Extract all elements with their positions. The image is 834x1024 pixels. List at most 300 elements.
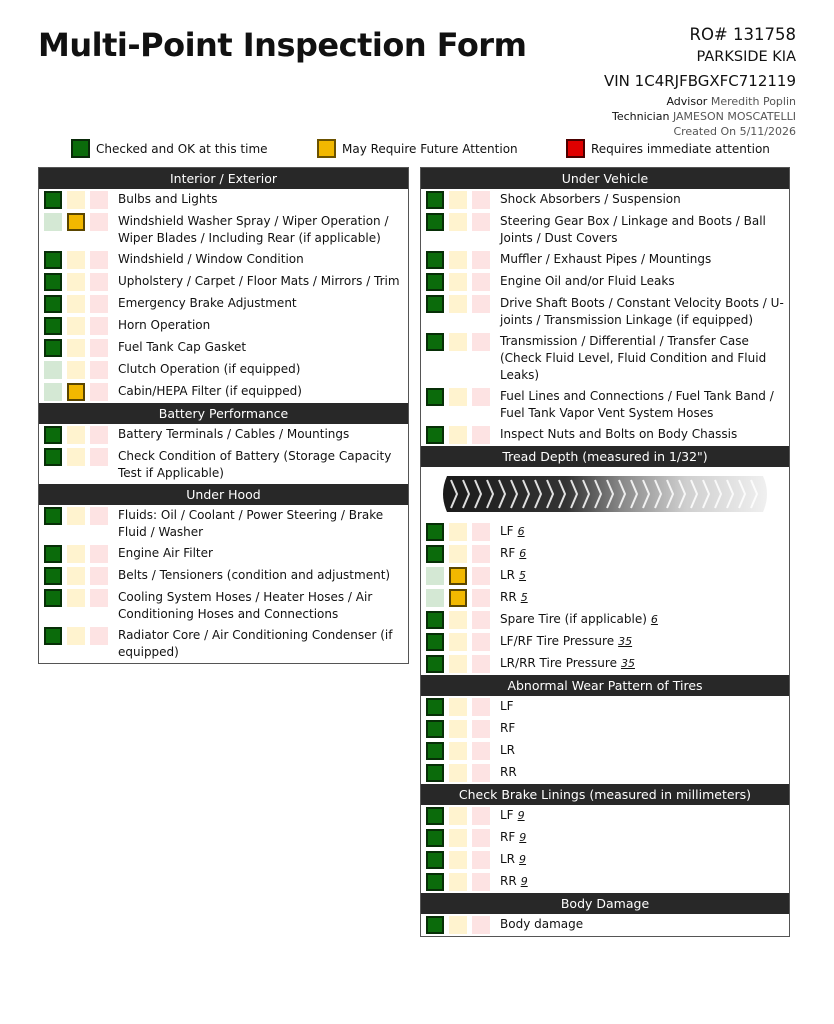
- status-checkboxes: [426, 567, 495, 585]
- measurement-value: 9: [520, 875, 528, 888]
- status-checkboxes: [426, 251, 495, 269]
- warn-checkbox[interactable]: [449, 191, 467, 209]
- status-checkboxes: [44, 567, 113, 585]
- warn-checkbox[interactable]: [449, 426, 467, 444]
- ok-checkbox[interactable]: [44, 213, 62, 231]
- status-checkboxes: [426, 611, 495, 629]
- ok-checkbox[interactable]: [426, 611, 444, 629]
- item-text: RF: [500, 721, 516, 735]
- bad-checkbox[interactable]: [472, 388, 490, 406]
- item-text: Cabin/HEPA Filter (if equipped): [118, 384, 302, 398]
- legend-warn: [317, 139, 518, 158]
- item-label: [500, 251, 711, 268]
- ok-checkbox[interactable]: [426, 916, 444, 934]
- status-checkboxes: [426, 589, 495, 607]
- item-label: [118, 361, 300, 378]
- status-checkboxes: [426, 388, 495, 406]
- warn-checkbox[interactable]: [449, 213, 467, 231]
- bad-checkbox[interactable]: [472, 698, 490, 716]
- inspection-row: [39, 337, 408, 359]
- ok-checkbox[interactable]: [44, 251, 62, 269]
- inspection-row: [421, 521, 789, 543]
- warn-checkbox[interactable]: [449, 589, 467, 607]
- created-date: Created On 5/11/2026: [673, 125, 796, 138]
- item-label: [500, 295, 789, 329]
- bad-checkbox[interactable]: [472, 611, 490, 629]
- bad-checkbox[interactable]: [472, 426, 490, 444]
- item-text: RR: [500, 590, 517, 604]
- inspection-row: [421, 249, 789, 271]
- bad-checkbox[interactable]: [90, 627, 108, 645]
- legend-ok-label: Checked and OK at this time: [96, 141, 268, 156]
- item-text: RF: [500, 830, 516, 844]
- status-checkboxes: [426, 764, 495, 782]
- inspection-row: [421, 565, 789, 587]
- warn-checkbox[interactable]: [449, 273, 467, 291]
- item-text: Windshield / Window Condition: [118, 252, 304, 266]
- inspection-row: [421, 587, 789, 609]
- item-label: [500, 191, 681, 208]
- warn-checkbox[interactable]: [449, 764, 467, 782]
- bad-checkbox[interactable]: [472, 633, 490, 651]
- ok-checkbox[interactable]: [426, 251, 444, 269]
- status-checkboxes: [44, 361, 113, 379]
- item-label: [118, 448, 408, 482]
- status-checkboxes: [44, 339, 113, 357]
- warn-checkbox[interactable]: [449, 720, 467, 738]
- item-label: [500, 851, 526, 868]
- item-text: LF: [500, 524, 514, 538]
- bad-checkbox[interactable]: [90, 273, 108, 291]
- item-text: Drive Shaft Boots / Constant Velocity Boots / U-joints / Transmission Linkage (if equipped): [500, 296, 784, 327]
- inspection-row: [421, 543, 789, 565]
- status-checkboxes: [426, 720, 495, 738]
- inspection-row: [39, 424, 408, 446]
- warn-checkbox[interactable]: [67, 383, 85, 401]
- technician-line: [604, 109, 796, 124]
- warn-checkbox[interactable]: [449, 567, 467, 585]
- left-inspection-panel: [38, 167, 409, 664]
- measurement-value: 6: [517, 525, 525, 538]
- item-text: Inspect Nuts and Bolts on Body Chassis: [500, 427, 738, 441]
- inspection-row: [421, 189, 789, 211]
- inspection-row: [421, 740, 789, 762]
- item-label: [500, 611, 658, 628]
- warn-checkbox[interactable]: [449, 742, 467, 760]
- item-label: [118, 545, 213, 562]
- warn-checkbox[interactable]: [67, 426, 85, 444]
- inspection-row: [421, 849, 789, 871]
- technician-label: Technician: [611, 110, 670, 123]
- item-text: LR: [500, 852, 516, 866]
- item-text: Belts / Tensioners (condition and adjustment): [118, 568, 391, 582]
- item-text: Fluids: Oil / Coolant / Power Steering / Brake Fluid / Washer: [118, 508, 384, 539]
- item-text: Fuel Tank Cap Gasket: [118, 340, 247, 354]
- bad-checkbox[interactable]: [90, 213, 108, 231]
- item-text: Body damage: [500, 917, 584, 931]
- warn-checkbox[interactable]: [449, 633, 467, 651]
- bad-checkbox[interactable]: [472, 213, 490, 231]
- warn-checkbox[interactable]: [449, 851, 467, 869]
- inspection-row: [421, 653, 789, 675]
- inspection-row: [421, 293, 789, 331]
- ok-checkbox[interactable]: [426, 213, 444, 231]
- vin-number: VIN 1C4RJFBGXFC712119: [604, 72, 796, 90]
- item-text: LR: [500, 743, 516, 757]
- ok-checkbox[interactable]: [426, 589, 444, 607]
- bad-checkbox[interactable]: [472, 567, 490, 585]
- warn-checkbox[interactable]: [449, 523, 467, 541]
- legend-ok: [71, 139, 268, 158]
- item-label: [500, 333, 789, 384]
- section-header: Under Vehicle: [421, 168, 789, 189]
- ok-checkbox[interactable]: [44, 273, 62, 291]
- ok-checkbox[interactable]: [44, 426, 62, 444]
- inspection-row: [39, 565, 408, 587]
- inspection-row: [421, 211, 789, 249]
- legend-bad: [566, 139, 770, 158]
- bad-checkbox[interactable]: [90, 191, 108, 209]
- status-checkboxes: [44, 426, 113, 444]
- warn-checkbox[interactable]: [449, 655, 467, 673]
- item-label: [118, 317, 210, 334]
- warn-checkbox[interactable]: [67, 448, 85, 466]
- ok-checkbox[interactable]: [426, 545, 444, 563]
- ok-checkbox[interactable]: [44, 448, 62, 466]
- item-text: Steering Gear Box / Linkage and Boots / Ball Joints / Dust Covers: [500, 214, 766, 245]
- item-label: [500, 829, 526, 846]
- item-text: Clutch Operation (if equipped): [118, 362, 301, 376]
- bad-checkbox[interactable]: [90, 317, 108, 335]
- warn-checkbox[interactable]: [67, 191, 85, 209]
- bad-checkbox[interactable]: [472, 589, 490, 607]
- item-text: Engine Oil and/or Fluid Leaks: [500, 274, 675, 288]
- bad-checkbox[interactable]: [90, 507, 108, 525]
- ok-checkbox[interactable]: [426, 273, 444, 291]
- inspection-row: [421, 718, 789, 740]
- item-text: Emergency Brake Adjustment: [118, 296, 297, 310]
- warn-checkbox[interactable]: [449, 295, 467, 313]
- bad-checkbox[interactable]: [472, 295, 490, 313]
- ok-checkbox[interactable]: [426, 388, 444, 406]
- bad-checkbox[interactable]: [90, 361, 108, 379]
- ok-checkbox[interactable]: [426, 426, 444, 444]
- item-text: Spare Tire (if applicable): [500, 612, 647, 626]
- item-text: Fuel Lines and Connections / Fuel Tank Band / Fuel Tank Vapor Vent System Hoses: [500, 389, 774, 420]
- item-text: Bulbs and Lights: [118, 192, 218, 206]
- bad-checkbox[interactable]: [472, 742, 490, 760]
- status-checkboxes: [426, 698, 495, 716]
- inspection-row: [39, 625, 408, 663]
- warn-checkbox[interactable]: [449, 333, 467, 351]
- bad-checkbox[interactable]: [472, 251, 490, 269]
- inspection-row: [39, 315, 408, 337]
- bad-checkbox[interactable]: [472, 807, 490, 825]
- warn-checkbox[interactable]: [449, 916, 467, 934]
- warn-checkbox[interactable]: [449, 807, 467, 825]
- bad-checkbox[interactable]: [90, 567, 108, 585]
- ok-checkbox[interactable]: [426, 295, 444, 313]
- bad-checkbox[interactable]: [90, 295, 108, 313]
- ok-checkbox[interactable]: [426, 191, 444, 209]
- bad-checkbox[interactable]: [472, 273, 490, 291]
- repair-order-header: [604, 24, 796, 139]
- item-label: [118, 567, 390, 584]
- inspection-row: [39, 249, 408, 271]
- warn-checkbox[interactable]: [67, 567, 85, 585]
- item-label: [118, 191, 217, 208]
- ok-checkbox[interactable]: [44, 627, 62, 645]
- inspection-row: [39, 505, 408, 543]
- measurement-value: 9: [517, 809, 525, 822]
- right-inspection-panel: [420, 167, 790, 937]
- ok-checkbox[interactable]: [426, 807, 444, 825]
- status-checkboxes: [426, 807, 495, 825]
- item-label: [500, 273, 675, 290]
- section-header: Battery Performance: [39, 403, 408, 424]
- ok-checkbox[interactable]: [426, 567, 444, 585]
- ok-checkbox[interactable]: [426, 851, 444, 869]
- status-checkboxes: [44, 589, 113, 607]
- inspection-row: [421, 871, 789, 893]
- status-checkboxes: [44, 273, 113, 291]
- warn-swatch: [317, 139, 336, 158]
- ok-checkbox[interactable]: [426, 873, 444, 891]
- measurement-value: 35: [620, 657, 635, 670]
- inspection-row: [39, 189, 408, 211]
- inspection-row: [39, 381, 408, 403]
- ok-checkbox[interactable]: [426, 655, 444, 673]
- ok-checkbox[interactable]: [426, 720, 444, 738]
- item-text: LF: [500, 699, 514, 713]
- inspection-row: [421, 271, 789, 293]
- legend-bad-label: Requires immediate attention: [591, 141, 770, 156]
- status-checkboxes: [426, 633, 495, 651]
- bad-checkbox[interactable]: [472, 764, 490, 782]
- item-text: LF/RF Tire Pressure: [500, 634, 615, 648]
- bad-checkbox[interactable]: [472, 851, 490, 869]
- item-label: [118, 295, 297, 312]
- measurement-value: 9: [519, 853, 527, 866]
- ok-checkbox[interactable]: [44, 567, 62, 585]
- warn-checkbox[interactable]: [449, 698, 467, 716]
- ok-checkbox[interactable]: [426, 829, 444, 847]
- status-checkboxes: [426, 191, 495, 209]
- status-checkboxes: [426, 523, 495, 541]
- item-label: [500, 807, 525, 824]
- item-label: [500, 698, 514, 715]
- warn-checkbox[interactable]: [67, 627, 85, 645]
- status-checkboxes: [44, 213, 113, 231]
- warn-checkbox[interactable]: [67, 317, 85, 335]
- bad-checkbox[interactable]: [472, 916, 490, 934]
- ok-checkbox[interactable]: [426, 333, 444, 351]
- item-text: RR: [500, 765, 517, 779]
- item-text: Cooling System Hoses / Heater Hoses / Air Conditioning Hoses and Connections: [118, 590, 373, 621]
- tread-depth-graphic: [421, 467, 789, 521]
- item-label: [500, 567, 526, 584]
- ok-checkbox[interactable]: [44, 191, 62, 209]
- item-label: [500, 589, 528, 606]
- item-text: Battery Terminals / Cables / Mountings: [118, 427, 350, 441]
- ok-checkbox[interactable]: [426, 764, 444, 782]
- section-header: Interior / Exterior: [39, 168, 408, 189]
- item-label: [118, 426, 349, 443]
- status-checkboxes: [44, 627, 113, 645]
- ok-checkbox[interactable]: [44, 339, 62, 357]
- bad-checkbox[interactable]: [472, 720, 490, 738]
- ok-checkbox[interactable]: [426, 523, 444, 541]
- status-checkboxes: [44, 251, 113, 269]
- ro-number: RO# 131758: [689, 25, 796, 44]
- measurement-value: 5: [520, 591, 528, 604]
- item-label: [500, 873, 528, 890]
- item-label: [118, 589, 408, 623]
- bad-checkbox[interactable]: [472, 829, 490, 847]
- status-checkboxes: [44, 545, 113, 563]
- item-label: [118, 383, 302, 400]
- advisor-line: [604, 94, 796, 109]
- status-checkboxes: [426, 273, 495, 291]
- status-checkboxes: [44, 191, 113, 209]
- ok-swatch: [71, 139, 90, 158]
- bad-checkbox[interactable]: [472, 523, 490, 541]
- ok-checkbox[interactable]: [44, 545, 62, 563]
- warn-checkbox[interactable]: [67, 273, 85, 291]
- warn-checkbox[interactable]: [449, 611, 467, 629]
- item-label: [500, 523, 525, 540]
- bad-checkbox[interactable]: [472, 873, 490, 891]
- ok-checkbox[interactable]: [44, 383, 62, 401]
- item-label: [118, 273, 400, 290]
- item-text: LR: [500, 568, 516, 582]
- item-text: Radiator Core / Air Conditioning Condenser (if equipped): [118, 628, 393, 659]
- status-checkboxes: [426, 655, 495, 673]
- warn-checkbox[interactable]: [67, 361, 85, 379]
- inspection-row: [39, 587, 408, 625]
- item-text: Horn Operation: [118, 318, 211, 332]
- status-checkboxes: [426, 333, 495, 351]
- advisor-name: Meredith Poplin: [710, 95, 796, 108]
- section-header: Check Brake Linings (measured in millimeters): [421, 784, 789, 805]
- item-text: RR: [500, 874, 517, 888]
- status-checkboxes: [426, 426, 495, 444]
- warn-checkbox[interactable]: [67, 295, 85, 313]
- bad-checkbox[interactable]: [472, 655, 490, 673]
- status-checkboxes: [426, 851, 495, 869]
- item-text: Upholstery / Carpet / Floor Mats / Mirrors / Trim: [118, 274, 400, 288]
- bad-swatch: [566, 139, 585, 158]
- status-checkboxes: [426, 545, 495, 563]
- warn-checkbox[interactable]: [449, 545, 467, 563]
- bad-checkbox[interactable]: [90, 448, 108, 466]
- item-label: [500, 916, 583, 933]
- ok-checkbox[interactable]: [44, 295, 62, 313]
- status-checkboxes: [426, 916, 495, 934]
- status-checkboxes: [44, 383, 113, 401]
- ok-checkbox[interactable]: [426, 742, 444, 760]
- bad-checkbox[interactable]: [472, 191, 490, 209]
- warn-checkbox[interactable]: [67, 589, 85, 607]
- advisor-label: Advisor: [666, 95, 708, 108]
- warn-checkbox[interactable]: [67, 213, 85, 231]
- item-label: [500, 545, 526, 562]
- status-checkboxes: [426, 742, 495, 760]
- ok-checkbox[interactable]: [44, 507, 62, 525]
- bad-checkbox[interactable]: [90, 251, 108, 269]
- warn-checkbox[interactable]: [449, 873, 467, 891]
- section-header: Under Hood: [39, 484, 408, 505]
- bad-checkbox[interactable]: [472, 333, 490, 351]
- measurement-value: 5: [519, 569, 527, 582]
- section-header: Body Damage: [421, 893, 789, 914]
- item-label: [500, 720, 515, 737]
- legend-warn-label: May Require Future Attention: [342, 141, 518, 156]
- item-label: [500, 388, 789, 422]
- item-label: [118, 251, 304, 268]
- inspection-row: [421, 631, 789, 653]
- bad-checkbox[interactable]: [90, 383, 108, 401]
- inspection-row: [39, 359, 408, 381]
- status-checkboxes: [44, 317, 113, 335]
- inspection-row: [39, 271, 408, 293]
- ok-checkbox[interactable]: [426, 633, 444, 651]
- warn-checkbox[interactable]: [67, 507, 85, 525]
- inspection-row: [39, 293, 408, 315]
- technician-name: JAMESON MOSCATELLI: [672, 110, 796, 123]
- warn-checkbox[interactable]: [449, 388, 467, 406]
- item-text: Shock Absorbers / Suspension: [500, 192, 681, 206]
- item-text: Windshield Washer Spray / Wiper Operation / Wiper Blades / Including Rear (if applicable): [118, 214, 389, 245]
- bad-checkbox[interactable]: [472, 545, 490, 563]
- bad-checkbox[interactable]: [90, 545, 108, 563]
- bad-checkbox[interactable]: [90, 589, 108, 607]
- item-label: [500, 633, 632, 650]
- item-label: [118, 507, 408, 541]
- section-header: Abnormal Wear Pattern of Tires: [421, 675, 789, 696]
- item-label: [118, 213, 408, 247]
- ok-checkbox[interactable]: [44, 317, 62, 335]
- item-label: [500, 426, 737, 443]
- section-header: Tread Depth (measured in 1/32"): [421, 446, 789, 467]
- status-checkboxes: [426, 829, 495, 847]
- inspection-row: [421, 609, 789, 631]
- warn-checkbox[interactable]: [67, 339, 85, 357]
- ok-checkbox[interactable]: [426, 698, 444, 716]
- measurement-value: 35: [618, 635, 633, 648]
- warn-checkbox[interactable]: [449, 829, 467, 847]
- warn-checkbox[interactable]: [449, 251, 467, 269]
- inspection-row: [39, 543, 408, 565]
- ok-checkbox[interactable]: [44, 361, 62, 379]
- item-label: [500, 213, 789, 247]
- item-text: Transmission / Differential / Transfer Case (Check Fluid Level, Fluid Condition and Fluid Leaks): [500, 334, 767, 382]
- inspection-row: [421, 331, 789, 386]
- inspection-row: [39, 446, 408, 484]
- item-text: Muffler / Exhaust Pipes / Mountings: [500, 252, 712, 266]
- ok-checkbox[interactable]: [44, 589, 62, 607]
- bad-checkbox[interactable]: [90, 339, 108, 357]
- status-legend: [0, 139, 834, 159]
- item-label: [500, 764, 517, 781]
- warn-checkbox[interactable]: [67, 251, 85, 269]
- item-label: [500, 655, 635, 672]
- inspection-row: [421, 805, 789, 827]
- status-checkboxes: [426, 295, 495, 313]
- warn-checkbox[interactable]: [67, 545, 85, 563]
- bad-checkbox[interactable]: [90, 426, 108, 444]
- inspection-row: [421, 696, 789, 718]
